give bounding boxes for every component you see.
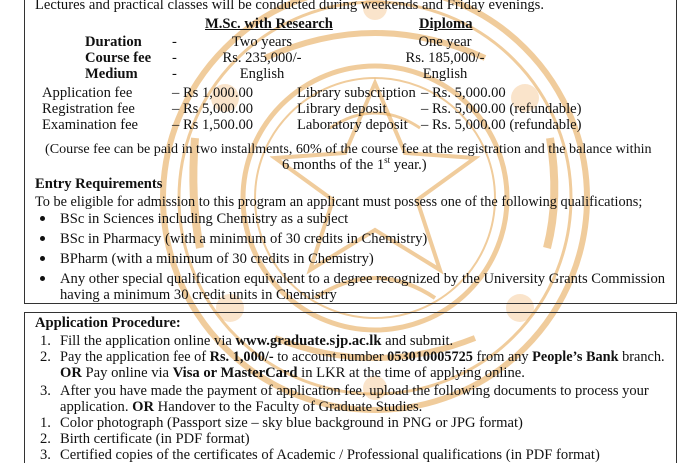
installment-note-line2 <box>282 156 427 174</box>
row-label-medium: Medium <box>85 66 138 82</box>
step-number: 1. <box>40 333 51 349</box>
step-text-part: and submit. <box>381 333 454 349</box>
msc-course-fee: Rs. 235,000/- <box>222 50 302 66</box>
fee-label: Registration fee <box>42 101 135 117</box>
row-dash: - <box>172 66 177 82</box>
doc-text: Certified copies of the certificates of Academic / Professional qualifications (in PDF format) <box>60 447 600 463</box>
installment-note-line1: (Course fee can be paid in two installments, 60% of the course fee at the registration and the balance within <box>45 141 652 157</box>
card-types: Visa or MasterCard <box>172 365 298 381</box>
bullet-icon <box>40 256 45 261</box>
qualification-text: BSc in Sciences including Chemistry as a subject <box>60 211 349 227</box>
diploma-duration: One year <box>418 34 472 50</box>
application-fee-amount: Rs. 1,000/- <box>209 349 274 365</box>
step-text-part: Handover to the Faculty of Graduate Studies. <box>154 399 423 415</box>
qualification-text: BPharm (with a minimum of 30 credits in Chemistry) <box>60 251 374 267</box>
qualification-text: BSc in Pharmacy (with a minimum of 30 credits in Chemistry) <box>60 231 428 247</box>
fee-amount: – Rs. 5,000.00 <box>421 85 506 101</box>
ordinal-superscript: st <box>384 155 391 166</box>
bullet-icon <box>40 216 45 221</box>
graduate-portal-link[interactable]: www.graduate.sjp.ac.lk <box>235 333 382 349</box>
step-text-part: Pay the application fee of <box>60 349 210 365</box>
entry-intro: To be eligible for admission to this program an applicant must possess one of the following qualifications; <box>35 194 643 210</box>
msc-duration: Two years <box>231 34 293 50</box>
doc-text: Birth certificate (in PDF format) <box>60 431 250 447</box>
fee-amount: – Rs 1,500.00 <box>172 117 254 133</box>
fee-label: Library subscription <box>297 85 416 101</box>
step-text-part: to account number <box>273 349 388 365</box>
or-label: OR <box>60 365 82 381</box>
qualification-text: having a minimum 30 credit units in Chemistry <box>60 287 337 303</box>
bullet-icon <box>40 276 45 281</box>
account-number: 053010005725 <box>387 349 473 365</box>
step-text: After you have made the payment of application fee, upload the following documents to process your <box>60 383 649 399</box>
application-procedure-heading: Application Procedure: <box>35 315 181 331</box>
fee-label: Application fee <box>42 85 133 101</box>
doc-number: 1. <box>40 415 51 431</box>
msc-header: M.Sc. with Research <box>205 16 333 32</box>
installment-note-text: 6 months of the 1 <box>282 157 385 173</box>
msc-medium: English <box>239 66 285 82</box>
row-dash: - <box>172 50 177 66</box>
fee-amount: – Rs. 5,000.00 (refundable) <box>421 117 582 133</box>
step-text-part: in LKR at the time of applying online. <box>297 365 525 381</box>
step-number: 3. <box>40 383 51 399</box>
step-text <box>60 364 525 382</box>
qualification-text: Any other special qualification equivalent to a degree recognized by the University Grants Commission <box>60 271 666 287</box>
step-text-part: from any <box>472 349 533 365</box>
bank-name: People’s Bank <box>532 349 619 365</box>
diploma-header: Diploma <box>419 16 473 32</box>
step-text-part: application. <box>60 399 133 415</box>
fee-amount: – Rs 1,000.00 <box>172 85 254 101</box>
intro-line: Lectures and practical classes will be conducted during weekends and Friday evenings. <box>35 0 544 13</box>
step-text-part: Pay online via <box>81 365 173 381</box>
doc-number: 3. <box>40 447 51 463</box>
row-dash: - <box>172 34 177 50</box>
doc-number: 2. <box>40 431 51 447</box>
installment-note-text: year.) <box>390 157 427 173</box>
fee-label: Laboratory deposit <box>297 117 408 133</box>
fee-amount: – Rs. 5,000.00 (refundable) <box>421 101 582 117</box>
row-label-duration: Duration <box>85 34 142 50</box>
step-text-part: branch. <box>618 349 665 365</box>
fee-label: Examination fee <box>42 117 139 133</box>
fee-label: Library deposit <box>297 101 387 117</box>
or-label: OR <box>132 399 155 415</box>
fee-amount: – Rs 5,000.00 <box>172 101 254 117</box>
step-text-part: Fill the application online via <box>60 333 236 349</box>
entry-requirements-heading: Entry Requirements <box>35 176 163 192</box>
doc-text: Color photograph (Passport size – sky blue background in PNG or JPG format) <box>60 415 523 431</box>
row-label-course-fee: Course fee <box>85 50 152 66</box>
bullet-icon <box>40 236 45 241</box>
step-number: 2. <box>40 349 51 365</box>
diploma-medium: English <box>422 66 468 82</box>
diploma-course-fee: Rs. 185,000/- <box>405 50 485 66</box>
